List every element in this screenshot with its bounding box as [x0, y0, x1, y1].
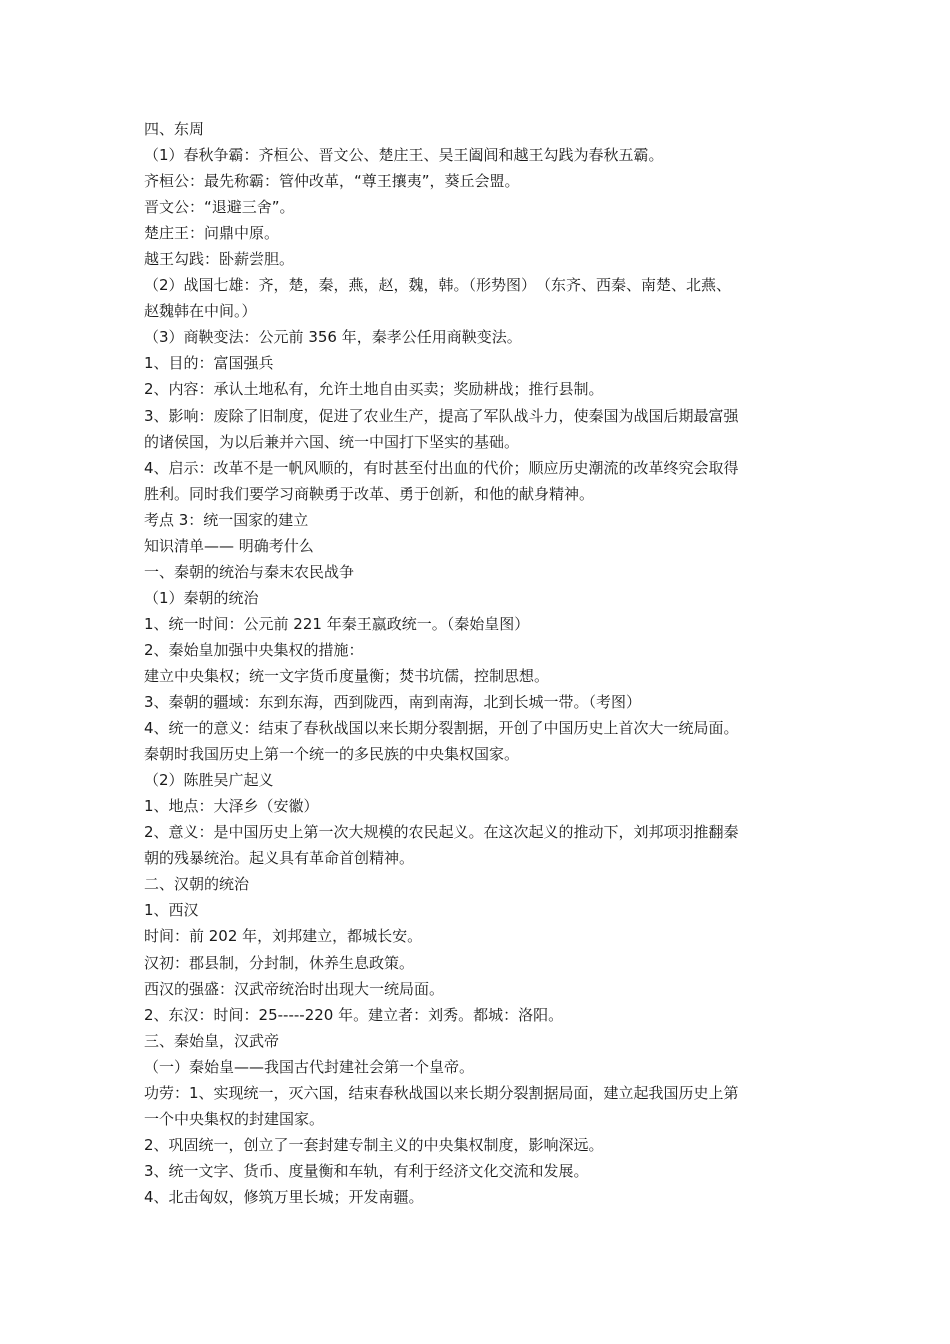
text-line: 晋文公：“退避三舍”。 [144, 198, 295, 217]
text-line: 功劳：1、实现统一，灭六国，结束春秋战国以来长期分裂割据局面，建立起我国历史上第 [144, 1083, 739, 1102]
text-line: 2、意义：是中国历史上第一次大规模的农民起义。在这次起义的推动下，刘邦项羽推翻秦 [144, 823, 739, 842]
text-line: 的诸侯国，为以后兼并六国、统一中国打下坚实的基础。 [144, 432, 520, 451]
text-line: 楚庄王：问鼎中原。 [144, 224, 280, 243]
document-body [144, 116, 812, 1210]
text-line: 一个中央集权的封建国家。 [144, 1109, 325, 1128]
text-line: 时间：前 202 年，刘邦建立，都城长安。 [144, 927, 423, 946]
text-line: 朝的残暴统治。起义具有革命首创精神。 [144, 849, 415, 868]
text-line: 4、统一的意义：结束了春秋战国以来长期分裂割据，开创了中国历史上首次大一统局面。 [144, 719, 739, 738]
text-line: 3、秦朝的疆域：东到东海，西到陇西，南到南海，北到长城一带。（考图） [144, 693, 642, 712]
text-line: 2、巩固统一，创立了一套封建专制主义的中央集权制度，影响深远。 [144, 1135, 604, 1154]
text-line: 秦朝时我国历史上第一个统一的多民族的中央集权国家。 [144, 745, 520, 764]
text-line: 越王勾践：卧薪尝胆。 [144, 250, 295, 269]
text-line: 4、启示：改革不是一帆风顺的，有时甚至付出血的代价；顺应历史潮流的改革终究会取得 [144, 458, 739, 477]
text-line: 1、地点：大泽乡（安徽） [144, 797, 319, 816]
text-line: 知识清单—— 明确考什么 [144, 536, 314, 555]
text-line: 2、秦始皇加强中央集权的措施： [144, 640, 364, 659]
text-line: 齐桓公：最先称霸：管仲改革，“尊王攘夷”，葵丘会盟。 [144, 172, 520, 191]
text-line: 1、西汉 [144, 901, 199, 920]
text-line: （一）秦始皇——我国古代封建社会第一个皇帝。 [144, 1057, 475, 1076]
text-line: 二、汉朝的统治 [144, 875, 250, 894]
text-line: （2）陈胜吴广起义 [144, 771, 274, 790]
text-line: 1、统一时间：公元前 221 年秦王嬴政统一。（秦始皇图） [144, 614, 530, 633]
text-line: （2）战国七雄：齐，楚，秦，燕，赵，魏，韩。（形势图） （东齐、西秦、南楚、北燕、 [144, 276, 732, 295]
text-line: 四、东周 [144, 120, 205, 138]
text-line: 建立中央集权；统一文字货币度量衡；焚书坑儒，控制思想。 [144, 666, 550, 685]
text-line: （3）商鞅变法：公元前 356 年，秦孝公任用商鞅变法。 [144, 328, 522, 347]
text-line: 西汉的强盛：汉武帝统治时出现大一统局面。 [144, 979, 445, 998]
text-line: 赵魏韩在中间。） [144, 302, 257, 321]
text-line: 一、秦朝的统治与秦末农民战争 [144, 562, 355, 581]
text-line: （1）春秋争霸：齐桓公、晋文公、楚庄王、吴王阖闾和越王勾践为春秋五霸。 [144, 146, 664, 165]
text-line: 汉初：郡县制，分封制，休养生息政策。 [144, 953, 415, 972]
text-line: 3、统一文字、货币、度量衡和车轨，有利于经济文化交流和发展。 [144, 1161, 589, 1180]
text-line: 1、目的：富国强兵 [144, 354, 274, 373]
text-line: 4、北击匈奴，修筑万里长城；开发南疆。 [144, 1187, 424, 1206]
text-line: （1）秦朝的统治 [144, 588, 259, 607]
text-line: 3、影响：废除了旧制度，促进了农业生产，提高了军队战斗力，使秦国为战国后期最富强 [144, 406, 739, 425]
text-line: 考点 3：统一国家的建立 [144, 510, 309, 529]
text-line: 三、秦始皇，汉武帝 [144, 1031, 280, 1050]
text-line: 2、东汉：时间：25-----220 年。建立者：刘秀。都城：洛阳。 [144, 1005, 564, 1024]
text-line: 2、内容：承认土地私有，允许土地自由买卖；奖励耕战；推行县制。 [144, 380, 604, 399]
text-line: 胜利。同时我们要学习商鞅勇于改革、勇于创新，和他的献身精神。 [144, 484, 595, 503]
